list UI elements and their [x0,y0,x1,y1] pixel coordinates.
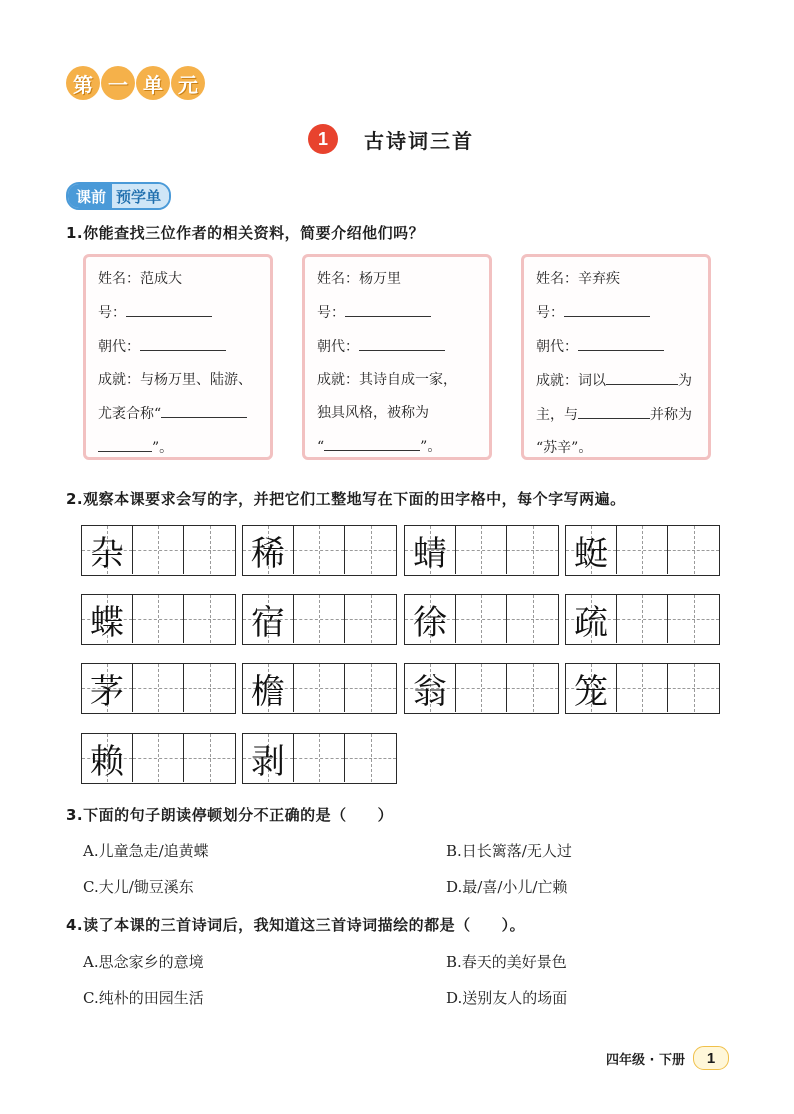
model-char-cell [243,526,294,574]
achievement-blank-cont[interactable] [98,431,152,452]
achievement-blank[interactable] [161,397,247,418]
model-char-cell [566,595,617,643]
model-char: 剥 [251,741,285,782]
dynasty-blank[interactable] [359,330,445,351]
achievement-blank[interactable] [606,364,678,385]
model-char: 徐 [413,602,447,643]
model-char-cell [243,595,294,643]
writing-cell[interactable] [617,664,668,712]
writing-grid [242,733,397,784]
model-char: 蜓 [574,533,608,574]
hao-blank[interactable] [564,296,650,317]
author-card-yang [302,254,492,460]
writing-grid [81,525,236,576]
card-hao-label: 号： [536,305,564,321]
question-3-prompt: 3.下面的句子朗读停顿划分不正确的是（ ） [66,806,394,824]
model-char-cell [243,664,294,712]
writing-grid [242,525,397,576]
card-achievement: 成就：其诗自成一家， [317,372,457,388]
page-title: 古诗词三首 [364,128,474,153]
writing-cell[interactable] [345,595,396,643]
writing-cell[interactable] [184,664,235,712]
writing-grid [404,594,559,645]
model-char: 蝶 [90,602,124,643]
writing-cell[interactable] [507,664,558,712]
writing-cell[interactable] [294,734,345,782]
card-name: 姓名：辛弃疾 [536,271,620,287]
model-char-cell [566,526,617,574]
card-achievement-quote-open: “ [317,439,325,455]
writing-cell[interactable] [133,734,184,782]
writing-cell[interactable] [345,526,396,574]
model-char-cell [243,734,294,782]
model-char: 笼 [574,671,608,712]
card-achievement: 成就：词以 [536,373,606,389]
writing-cell[interactable] [345,664,396,712]
unit-char: 元 [171,66,205,100]
q3-option-a[interactable]: A.儿童急走/追黄蝶 [83,842,209,860]
writing-cell[interactable] [345,734,396,782]
model-char: 疏 [574,602,608,643]
q3-option-b[interactable]: B.日长篱落/无人过 [446,842,572,860]
card-achievement-cont: 独具风格，被称为 [317,405,429,421]
model-char-cell [405,664,456,712]
writing-cell[interactable] [456,595,507,643]
model-char: 茅 [90,671,124,712]
writing-cell[interactable] [668,664,719,712]
writing-cell[interactable] [133,664,184,712]
q3-option-c[interactable]: C.大儿/锄豆溪东 [83,878,194,896]
card-name: 姓名：杨万里 [317,271,401,287]
writing-grid [242,594,397,645]
writing-cell[interactable] [668,595,719,643]
card-achievement-mid: 为 [678,373,692,389]
unit-char: 单 [136,66,170,100]
writing-grid [565,663,720,714]
page-footer [606,1046,729,1070]
q4-option-c[interactable]: C.纯朴的田园生活 [83,989,204,1007]
model-char: 赖 [90,741,124,782]
model-char-cell [82,526,133,574]
question-2-prompt: 2.观察本课要求会写的字，并把它们工整地写在下面的田字格中，每个字写两遍。 [66,490,626,508]
model-char: 宿 [251,602,285,643]
card-achievement-mid2: 并称为 [650,407,692,423]
question-1-prompt: 1.你能查找三位作者的相关资料，简要介绍他们吗？ [66,224,425,242]
model-char-cell [405,526,456,574]
card-dynasty-label: 朝代： [317,339,359,355]
writing-cell[interactable] [617,526,668,574]
model-char: 檐 [251,671,285,712]
card-hao-label: 号： [317,305,345,321]
card-dynasty-label: 朝代： [98,339,140,355]
writing-cell[interactable] [294,595,345,643]
writing-grid [81,663,236,714]
card-achievement-end: “苏辛”。 [536,440,593,456]
writing-grid [565,594,720,645]
hao-blank[interactable] [345,296,431,317]
card-dynasty-label: 朝代： [536,339,578,355]
card-achievement: 成就：与杨万里、陆游、 [98,372,252,388]
unit-badge [66,66,205,100]
achievement-blank-2[interactable] [578,398,650,419]
writing-cell[interactable] [617,595,668,643]
card-name: 姓名：范成大 [98,271,182,287]
model-char-cell [405,595,456,643]
writing-cell[interactable] [507,595,558,643]
unit-char: 第 [66,66,100,100]
writing-cell[interactable] [507,526,558,574]
q4-option-b[interactable]: B.春天的美好景色 [446,953,567,971]
model-char-cell [82,595,133,643]
card-achievement-cont: 主，与 [536,407,578,423]
writing-cell[interactable] [294,664,345,712]
unit-char: 一 [101,66,135,100]
q4-option-d[interactable]: D.送别友人的场面 [446,989,568,1007]
card-achievement-end: ”。 [152,440,174,456]
page-number: 1 [693,1046,729,1070]
dynasty-blank[interactable] [140,330,226,351]
model-char-cell [82,664,133,712]
q3-option-d[interactable]: D.最/喜/小儿/亡赖 [446,878,568,896]
writing-grid [81,594,236,645]
writing-grid [565,525,720,576]
writing-grid [404,663,559,714]
writing-cell[interactable] [668,526,719,574]
hao-blank[interactable] [126,296,212,317]
section-tag-part2: 预学单 [112,184,169,208]
writing-cell[interactable] [456,664,507,712]
card-achievement-cont: 尤袤合称“ [98,406,162,422]
model-char: 杂 [90,533,124,574]
writing-grid [81,733,236,784]
section-tag [66,182,171,210]
writing-cell[interactable] [456,526,507,574]
lesson-number-badge: 1 [308,124,338,154]
card-achievement-end: ”。 [420,439,442,455]
grade-label: 四年级 · 下册 [606,1052,685,1068]
writing-cell[interactable] [294,526,345,574]
author-card-fan [83,254,273,460]
writing-grid [242,663,397,714]
writing-grid [404,525,559,576]
q4-option-a[interactable]: A.思念家乡的意境 [83,953,204,971]
writing-cell[interactable] [133,526,184,574]
card-hao-label: 号： [98,305,126,321]
model-char: 稀 [251,533,285,574]
writing-cell[interactable] [184,526,235,574]
section-tag-part1: 课前 [68,184,112,208]
author-card-xin [521,254,711,460]
model-char: 翁 [413,671,447,712]
writing-cell[interactable] [184,595,235,643]
writing-cell[interactable] [133,595,184,643]
achievement-blank[interactable] [324,430,420,451]
writing-cell[interactable] [184,734,235,782]
question-4-prompt: 4.读了本课的三首诗词后，我知道这三首诗词描绘的都是（ ）。 [66,916,526,934]
dynasty-blank[interactable] [578,330,664,351]
model-char-cell [566,664,617,712]
model-char: 蜻 [413,533,447,574]
model-char-cell [82,734,133,782]
lesson-title [308,124,474,154]
